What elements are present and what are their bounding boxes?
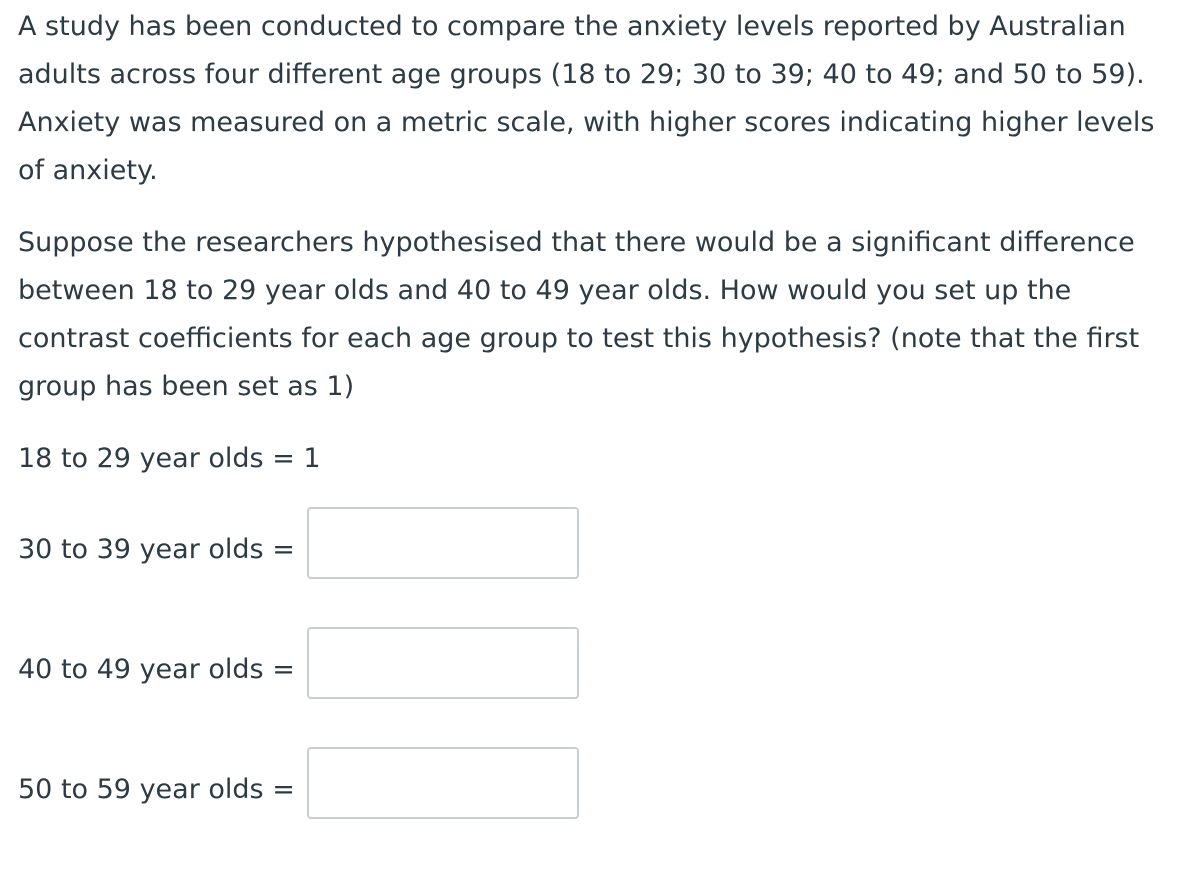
question-intro-text: A study has been conducted to compare the anxiety levels reported by Australian adults across four different age groups (18 to 29; 30 to 39; 40 to 49; and 50 to 59). Anxiety was measured on a metric scale, with higher scores indicating higher levels of anxiety. [18,11,1155,186]
field-label-40-49: 40 to 49 year olds = [18,654,295,685]
given-coefficient-line: 18 to 29 year olds = 1 [18,443,321,474]
coefficient-input-30-39[interactable] [307,507,579,579]
field-label-50-59: 50 to 59 year olds = [18,774,295,805]
coefficient-input-50-59[interactable] [307,747,579,819]
question-prompt-text: Suppose the researchers hypothesised that there would be a significant difference between 18 to 29 year olds and 40 to 49 year olds. How would you set up the contrast coefficients for each age group to test this hypothesis? (note that the first group has been set as 1) [18,227,1140,402]
coefficient-input-40-49[interactable] [307,627,579,699]
field-label-30-39: 30 to 39 year olds = [18,534,295,565]
